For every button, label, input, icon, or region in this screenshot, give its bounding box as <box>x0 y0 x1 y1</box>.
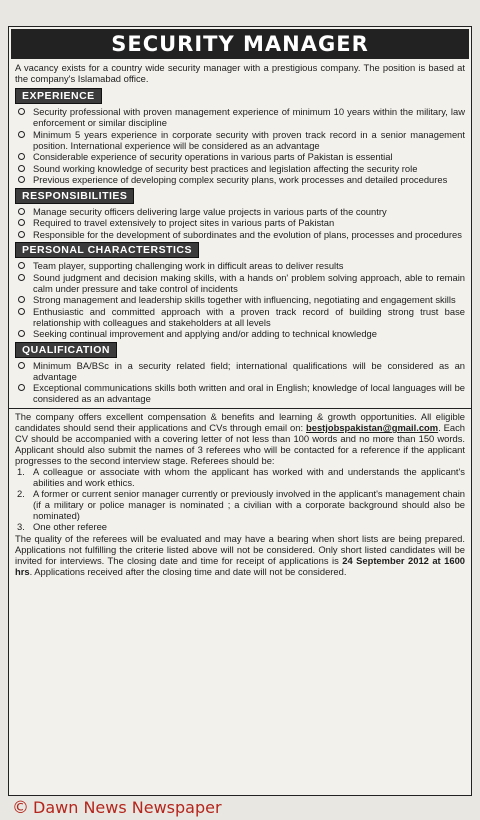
list-item: Required to travel extensively to project sites in various parts of Pakistan <box>15 217 465 228</box>
bullet-icon <box>18 296 25 303</box>
application-instructions: The company offers excellent compensation & benefits and learning & growth opportunities. All eligible candidates should send their applications and CVs through email on: bestjobspakistan@gmail.com. Each CV should be accompanied with a covering letter of not less than 100 words and no more than 150 words. Applicant should also submit the names of 3 referees who will be contacted for a reference if the applicant progresses to the second interview stage. Referees should be: <box>15 411 466 466</box>
list-item: Team player, supporting challenging work in difficult areas to deliver results <box>15 260 465 271</box>
list-item: Minimum 5 years experience in corporate security with proven track record in a senior management position. International experience will be considered as an advantage <box>15 129 465 151</box>
bullet-icon <box>18 176 25 183</box>
bullet-icon <box>18 108 25 115</box>
list-item: Strong management and leadership skills together with influencing, negotiating and engagement skills <box>15 294 465 305</box>
bullet-icon <box>18 208 25 215</box>
responsibilities-list <box>15 206 465 240</box>
bullet-icon <box>18 330 25 337</box>
qualification-list <box>15 360 465 405</box>
list-item: Sound working knowledge of security best practices and legislation affecting the security role <box>15 163 465 174</box>
personal-characteristics-heading: PERSONAL CHARACTERSTICS <box>15 242 199 258</box>
responsibilities-heading: RESPONSIBILITIES <box>15 188 134 204</box>
list-item: Sound judgment and decision making skills, with a hands on' problem solving approach, able to remain calm under pressure and take control of incidents <box>15 272 465 294</box>
bullet-icon <box>18 308 25 315</box>
referee-list <box>15 466 465 532</box>
list-item: Exceptional communications skills both written and oral in English; knowledge of local languages will be considered as an advantage <box>15 382 465 404</box>
bullet-icon <box>18 165 25 172</box>
list-item: Previous experience of developing complex security plans, work processes and detailed procedures <box>15 174 465 185</box>
bullet-icon <box>18 153 25 160</box>
list-item: Security professional with proven management experience of minimum 10 years within the military, law enforcement or similar discipline <box>15 106 465 128</box>
list-item: Seeking continual improvement and applying and/or adding to technical knowledge <box>15 328 465 339</box>
job-advertisement <box>8 26 472 796</box>
list-item: Considerable experience of security operations in various parts of Pakistan is essential <box>15 151 465 162</box>
list-item: Responsible for the development of subordinates and the evolution of plans, processes and procedures <box>15 229 465 240</box>
list-item: 1. A colleague or associate with whom the applicant has worked with and understands the applicant's abilities and work ethics. <box>17 466 465 488</box>
email-address: bestjobspakistan@gmail.com <box>306 422 439 433</box>
deadline-text: 24 September 2012 at 1600 hrs <box>15 555 465 577</box>
bullet-icon <box>18 131 25 138</box>
intro-text: A vacancy exists for a country wide security manager with a prestigious company. The position is based at the company's Islamabad office. <box>15 62 465 84</box>
section-divider <box>9 408 471 409</box>
bullet-icon <box>18 274 25 281</box>
list-item: Minimum BA/BSc in a security related field; international qualifications will be considered as an advantage <box>15 360 465 382</box>
ad-title: SECURITY MANAGER <box>11 29 469 59</box>
experience-heading: EXPERIENCE <box>15 88 102 104</box>
bullet-icon <box>18 262 25 269</box>
closing-paragraph: The quality of the referees will be evaluated and may have a bearing when short lists are being prepared. Applications not fulfilling the criterie listed above will not be considered. Only short listed candidates will be invited for interviews. The closing date and time for receipt of applications is 24 September 2012 at 1600 hrs. Applications received after the closing time and date will not be considered. <box>15 533 465 577</box>
list-item: Manage security officers delivering large value projects in various parts of the country <box>15 206 465 217</box>
list-item: 3. One other referee <box>17 521 108 532</box>
source-credit: © Dawn News Newspaper <box>12 798 222 818</box>
list-item: Enthusiastic and committed approach with a proven track record of building strong trust base relationship with colleagues and stakeholders at all levels <box>15 306 465 328</box>
bullet-icon <box>18 384 25 391</box>
list-item: 2. A former or current senior manager currently or previously involved in the applicant's management chain (if a military or police manager is nominated ; a civilian with a corporate background should also be nominated) <box>17 488 465 521</box>
experience-list <box>15 106 465 185</box>
bullet-icon <box>18 362 25 369</box>
bullet-icon <box>18 231 25 238</box>
copyright-icon: © <box>12 798 29 818</box>
qualification-heading: QUALIFICATION <box>15 342 117 358</box>
personal-characteristics-list <box>15 260 465 339</box>
bullet-icon <box>18 219 25 226</box>
